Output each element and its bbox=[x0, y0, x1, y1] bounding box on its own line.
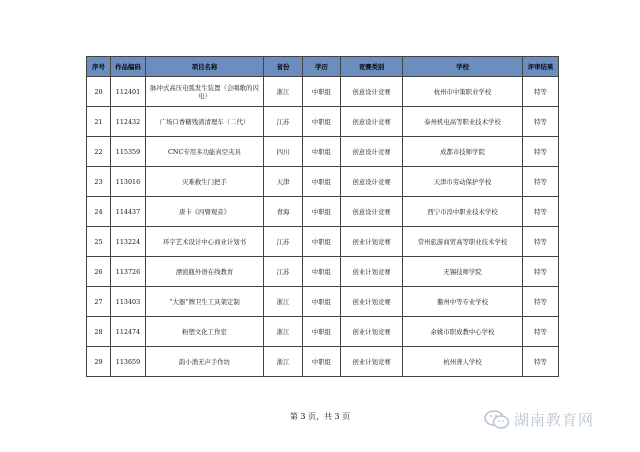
school-cell: 衢州中等专业学校 bbox=[403, 287, 523, 317]
watermark-text: 湖南教育网 bbox=[514, 411, 595, 429]
school-cell: 泰州机电高等职业技术学校 bbox=[403, 107, 523, 137]
table-row bbox=[87, 347, 559, 377]
category-cell: 创业计划竞赛 bbox=[341, 317, 403, 347]
index-cell: 22 bbox=[87, 137, 111, 167]
table-row bbox=[87, 197, 559, 227]
level-cell: 中职组 bbox=[303, 287, 341, 317]
index-cell: 27 bbox=[87, 287, 111, 317]
province-cell: 浙江 bbox=[264, 287, 303, 317]
province-cell: 江苏 bbox=[264, 227, 303, 257]
level-cell: 中职组 bbox=[303, 227, 341, 257]
table-header-row bbox=[87, 57, 559, 77]
level-cell: 中职组 bbox=[303, 137, 341, 167]
school-cell: 常州旅游商贸高等职业技术学校 bbox=[403, 227, 523, 257]
project-name-cell: “大器”牌卫生工具架定制 bbox=[146, 287, 264, 317]
project-name-cell: 漂流瓶外语在线教育 bbox=[146, 257, 264, 287]
column-header: 项目名称 bbox=[146, 57, 264, 77]
category-cell: 创业计划竞赛 bbox=[341, 287, 403, 317]
project-name-cell: 唐卡《四臂观音》 bbox=[146, 197, 264, 227]
table-row bbox=[87, 317, 559, 347]
code-cell: 112432 bbox=[111, 107, 146, 137]
category-cell: 创意设计竞赛 bbox=[341, 107, 403, 137]
school-cell: 成都市技师学院 bbox=[403, 137, 523, 167]
table-body bbox=[87, 77, 559, 377]
wechat-icon bbox=[484, 410, 510, 430]
code-cell: 113659 bbox=[111, 347, 146, 377]
project-name-cell: 粉塑文化工作室 bbox=[146, 317, 264, 347]
project-name-cell: 脉冲式高压电弧发生装置（会唱歌的闪电） bbox=[146, 77, 264, 107]
category-cell: 创意设计竞赛 bbox=[341, 77, 403, 107]
code-cell: 113224 bbox=[111, 227, 146, 257]
province-cell: 浙江 bbox=[264, 317, 303, 347]
index-cell: 29 bbox=[87, 347, 111, 377]
project-name-cell: CNC专用多功能真空夹具 bbox=[146, 137, 264, 167]
level-cell: 中职组 bbox=[303, 107, 341, 137]
province-cell: 天津 bbox=[264, 167, 303, 197]
result-cell: 特等 bbox=[523, 287, 559, 317]
column-header: 竞赛类别 bbox=[341, 57, 403, 77]
watermark bbox=[484, 409, 594, 430]
project-name-cell: 灾难救生门把手 bbox=[146, 167, 264, 197]
result-cell: 特等 bbox=[523, 317, 559, 347]
table-row bbox=[87, 77, 559, 107]
column-header: 评审结果 bbox=[523, 57, 559, 77]
province-cell: 四川 bbox=[264, 137, 303, 167]
school-cell: 天津市劳动保护学校 bbox=[403, 167, 523, 197]
level-cell: 中职组 bbox=[303, 257, 341, 287]
result-cell: 特等 bbox=[523, 347, 559, 377]
code-cell: 115359 bbox=[111, 137, 146, 167]
school-cell: 西宁市湟中职业技术学校 bbox=[403, 197, 523, 227]
project-name-cell: 广场口香糖残渣清理车（二代） bbox=[146, 107, 264, 137]
table-row bbox=[87, 287, 559, 317]
school-cell: 余姚市职成教中心学校 bbox=[403, 317, 523, 347]
code-cell: 112401 bbox=[111, 77, 146, 107]
code-cell: 113016 bbox=[111, 167, 146, 197]
category-cell: 创业计划竞赛 bbox=[341, 257, 403, 287]
column-header: 学校 bbox=[403, 57, 523, 77]
column-header: 学历 bbox=[303, 57, 341, 77]
province-cell: 江苏 bbox=[264, 107, 303, 137]
category-cell: 创业计划竞赛 bbox=[341, 347, 403, 377]
level-cell: 中职组 bbox=[303, 347, 341, 377]
code-cell: 112474 bbox=[111, 317, 146, 347]
school-cell: 无锡技师学院 bbox=[403, 257, 523, 287]
result-cell: 特等 bbox=[523, 77, 559, 107]
category-cell: 创意设计竞赛 bbox=[341, 167, 403, 197]
table-row bbox=[87, 257, 559, 287]
result-cell: 特等 bbox=[523, 167, 559, 197]
result-cell: 特等 bbox=[523, 257, 559, 287]
table-row bbox=[87, 107, 559, 137]
table-row bbox=[87, 167, 559, 197]
school-cell: 杭州聋人学校 bbox=[403, 347, 523, 377]
province-cell: 浙江 bbox=[264, 347, 303, 377]
page-number: 第 3 页，共 3 页 bbox=[289, 412, 351, 421]
result-cell: 特等 bbox=[523, 227, 559, 257]
province-cell: 江苏 bbox=[264, 257, 303, 287]
result-cell: 特等 bbox=[523, 107, 559, 137]
index-cell: 23 bbox=[87, 167, 111, 197]
results-table bbox=[86, 56, 559, 377]
index-cell: 20 bbox=[87, 77, 111, 107]
index-cell: 25 bbox=[87, 227, 111, 257]
column-header: 序号 bbox=[87, 57, 111, 77]
project-name-cell: 韵小渔无声手作坊 bbox=[146, 347, 264, 377]
index-cell: 24 bbox=[87, 197, 111, 227]
result-cell: 特等 bbox=[523, 197, 559, 227]
province-cell: 青海 bbox=[264, 197, 303, 227]
level-cell: 中职组 bbox=[303, 77, 341, 107]
column-header: 省份 bbox=[264, 57, 303, 77]
result-cell: 特等 bbox=[523, 137, 559, 167]
code-cell: 113726 bbox=[111, 257, 146, 287]
index-cell: 21 bbox=[87, 107, 111, 137]
table-row bbox=[87, 137, 559, 167]
level-cell: 中职组 bbox=[303, 167, 341, 197]
code-cell: 114437 bbox=[111, 197, 146, 227]
column-header: 作品编码 bbox=[111, 57, 146, 77]
category-cell: 创意设计竞赛 bbox=[341, 137, 403, 167]
school-cell: 杭州市中策职业学校 bbox=[403, 77, 523, 107]
province-cell: 浙江 bbox=[264, 77, 303, 107]
category-cell: 创业计划竞赛 bbox=[341, 227, 403, 257]
table-row bbox=[87, 227, 559, 257]
level-cell: 中职组 bbox=[303, 197, 341, 227]
index-cell: 28 bbox=[87, 317, 111, 347]
level-cell: 中职组 bbox=[303, 317, 341, 347]
code-cell: 113403 bbox=[111, 287, 146, 317]
project-name-cell: 环宇艺术设计中心商业计划书 bbox=[146, 227, 264, 257]
index-cell: 26 bbox=[87, 257, 111, 287]
category-cell: 创意设计竞赛 bbox=[341, 197, 403, 227]
